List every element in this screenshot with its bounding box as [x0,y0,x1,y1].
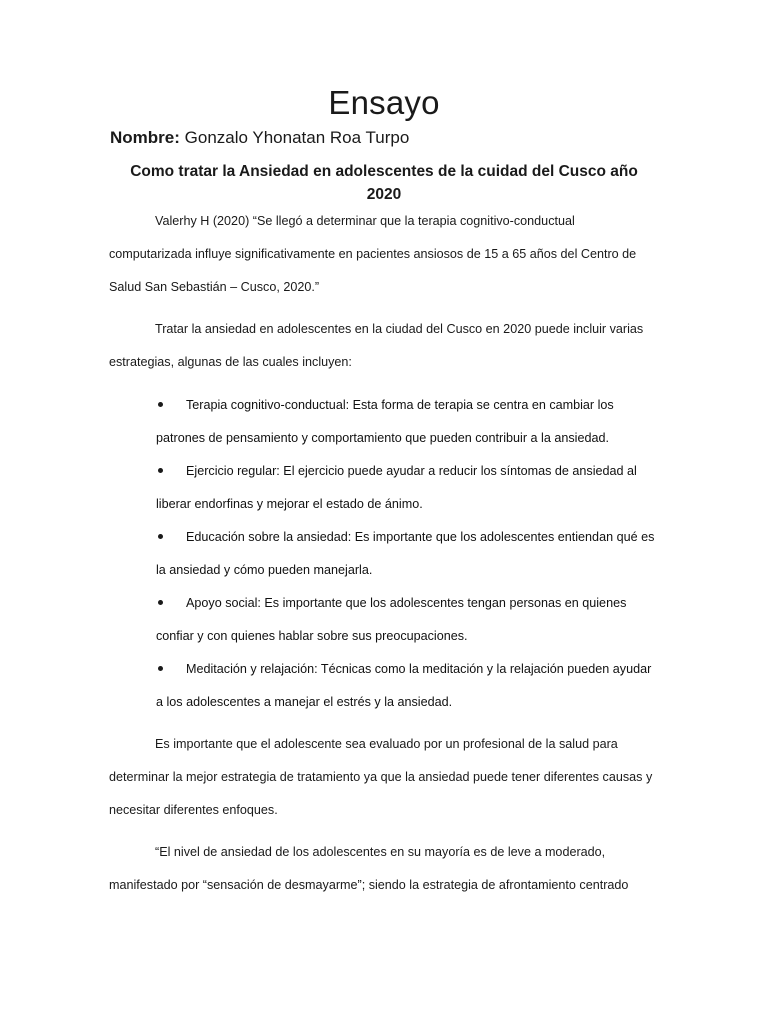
bullet-icon [158,666,163,671]
list-item [156,521,656,587]
bullet-icon [158,534,163,539]
list-item [156,455,656,521]
author-line [110,128,409,148]
paragraph-evaluation: Es importante que el adolescente sea evaluado por un profesional de la salud para determinar la mejor estrategia de tratamiento ya que la ansiedad puede tener diferentes causas y necesitar diferentes enfoques. [109,737,653,817]
document-title: Ensayo [328,84,440,121]
bullet-icon [158,402,163,407]
bullet-icon [158,600,163,605]
strategy-list [156,389,656,719]
list-item-text: Apoyo social: Es importante que los adolescentes tengan personas en quienes confiar y con quienes hablar sobre sus preocupaciones. [156,596,627,643]
list-item [156,389,656,455]
list-item-text: Educación sobre la ansiedad: Es importante que los adolescentes entiendan qué es la ansiedad y cómo pueden manejarla. [156,530,655,577]
paragraph-quote: “El nivel de ansiedad de los adolescentes en su mayoría es de leve a moderado, manifestado por “sensación de desmayarme”; siendo la estrategia de afrontamiento centrado [109,845,629,892]
paragraph-citation: Valerhy H (2020) “Se llegó a determinar que la terapia cognitivo-conductual computarizada influye significativamente en pacientes ansiosos de 15 a 65 años del Centro de Salud San Sebastián – Cusco, 2020.” [109,214,637,294]
author-label: Nombre: [110,128,180,147]
list-item-text: Terapia cognitivo-conductual: Esta forma de terapia se centra en cambiar los patrones de pensamiento y comportamiento que pueden contribuir a la ansiedad. [156,398,614,445]
list-item [156,653,656,719]
list-item-text: Meditación y relajación: Técnicas como la meditación y la relajación pueden ayudar a los adolescentes a manejar el estrés y la ansiedad. [156,662,652,709]
paragraph-intro: Tratar la ansiedad en adolescentes en la ciudad del Cusco en 2020 puede incluir varias estrategias, algunas de las cuales incluyen: [109,322,644,369]
author-name: Gonzalo Yhonatan Roa Turpo [184,128,410,147]
document-subtitle: Como tratar la Ansiedad en adolescentes de la cuidad del Cusco año 2020 [130,163,638,203]
bullet-icon [158,468,163,473]
list-item-text: Ejercicio regular: El ejercicio puede ayudar a reducir los síntomas de ansiedad al liberar endorfinas y mejorar el estado de ánimo. [156,464,637,511]
list-item [156,587,656,653]
